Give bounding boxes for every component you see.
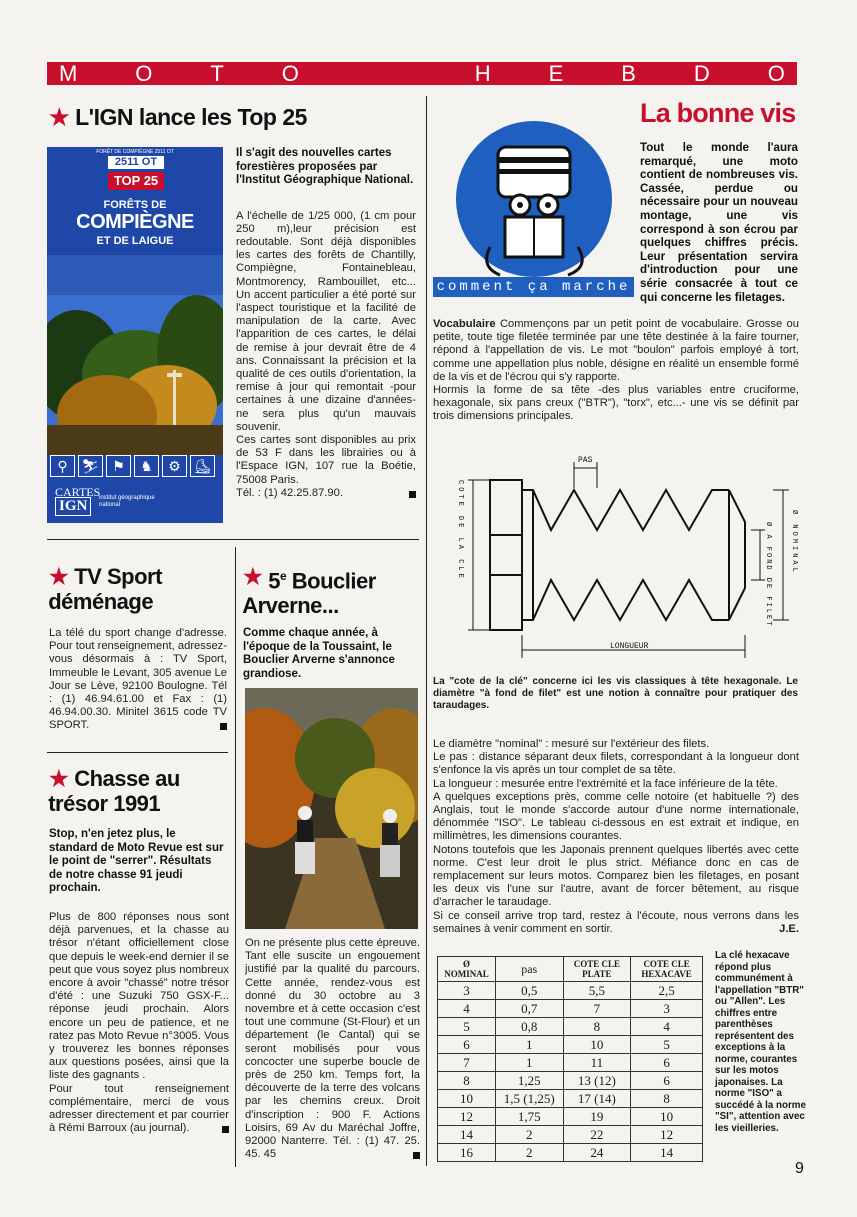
table-cell: 0,7 [495,1000,563,1018]
article-title-treasure [49,766,180,816]
table-cell: 1,25 [495,1072,563,1090]
vocab-section [433,318,799,424]
table-cell: 10 [563,1036,631,1054]
vis-body [433,738,799,936]
skier-icon: ⛸ [190,455,215,477]
body-paragraph: A l'échelle de 1/25 000, (1 cm pour 250 m),leur précision est redoutable. Sont déjà disponibles les cartes des forêts de Chantilly, Compiègne, Fontainebleau, Montmorency, Rambouillet, etc... Un accent particulier a été porté sur l'aspect touristique et la facilité de manipulation de la carte. Avec l'apparition de ces cartes, le délai de remise à jour devrait être de 4 ans. Connaissant la précision et la qualité de ces outils d'orientation, la remise à jour qui remontait -pour certaines à une dizaine d'années- ne sera plus qu'un mauvais souvenir. [236,209,416,433]
article-title-bouclier [243,564,376,618]
title-line: trésor 1991 [48,791,161,816]
bouclier-lead: Comme chaque année, à l'époque de la Toussaint, le Bouclier Arverne s'annonce grandiose. [243,627,395,680]
column-divider [235,547,236,1167]
section-divider [47,752,228,753]
vocab-label: Vocabulaire [433,318,496,330]
table-row [438,1144,703,1162]
banner-letter: O [767,61,785,86]
title-line: déménage [48,589,154,614]
title-text: L'IGN lance les Top 25 [75,104,307,130]
cote-label: COTE DE LA CLE [456,480,464,581]
table-cell: 10 [631,1108,703,1126]
banner-letter: M [59,61,78,86]
vocab-text: Commençons par un petit point de vocabulaire. Grosse ou petite, toute tige filetée terminée par une tête destinée à la faire tourner, répond à l'appellation de vis. Le mot "boulon" parfois employé à tort, comme une appellation plus noble, désigne en réalité un ensemble formé de la vis et de l'écrou qui s'y rapporte. [433,318,799,383]
table-cell: 6 [631,1072,703,1090]
table-cell: 4 [631,1018,703,1036]
body-paragraph: Plus de 800 réponses nous sont déjà parvenues, et la chasse au trésor n'étant officiellement close que depuis le week-end dernier il se peut que vous soyez plus nombreux encore à avoir "chassé" notre trésor d'été : une Suzuki 750 GSX-F... réponse jeudi prochain. Alors encore un peu de patience, et ne ratez pas Moto Revue n°3005. Vous y trouverez les bonnes réponses aux questions posées, ainsi que la liste des gagnants . [49,911,229,1082]
table-cell: 3 [631,1000,703,1018]
table-cell: 8 [438,1072,496,1090]
body-text: La télé du sport change d'adresse. Pour tout renseignement, adressez-vous désormais à : TV Sport, Immeuble le Levant, 305 avenue Le Jour se Lève, 92100 Boulogne. Tél : (1) 46.94.61.00 et Fax : (1) 46.94.00.30. Minitel 3615 code TV SPORT. [49,627,227,732]
column-divider [426,96,427,1166]
table-cell: 6 [438,1036,496,1054]
treasure-body [49,911,229,1135]
banner-letter: B [621,61,636,86]
section-banner [47,62,797,85]
table-cell: 14 [438,1126,496,1144]
article-title-ign [49,104,307,131]
ign-logo: IGN [55,497,91,516]
banner-letter: E [548,61,564,86]
diagram-caption: La "cote de la clé" concerne ici les vis classiques à tête hexagonale. Le diamètre "à fond de filet" est une notion à connaître pour pratiquer des taraudages. [433,676,798,711]
body-text: On ne présente plus cette épreuve. Tant elle suscite un engouement justifié par la qualité du parcours. Cette année, rendez-vous est donné du 30 octobre au 3 novembre et à cette occasion c'est tout une commune (St-Flour) et un département (le Cantal) qui se seront mobilisés pour vous concocter une superbe boucle de près de 250 km. Temps fort, la découverte de la terre des volcans par les chemins creux. Droit d'inscription : 900 F. Actions Loisirs, 69 Av du Maréchal Joffre, 92000 Nanterre. Tél. : (1) 47. 25. 45. 45 [245,937,420,1161]
table-header-row [438,957,703,982]
table-cell: 19 [563,1108,631,1126]
phone-line [236,487,416,500]
table-cell: 1 [495,1036,563,1054]
tv-body [49,627,227,733]
section-divider [47,539,419,540]
body-paragraph [433,910,799,936]
vocab-paragraph [433,318,799,384]
lead-paragraph: Il s'agit des nouvelles cartes forestières proposées par l'Institut Géographique National. [236,147,414,186]
body-text: Pour tout renseignement complémentaire, merci de vous adresser directement et par courrier à Rémi Barroux (au journal). [49,1082,229,1135]
table-cell: 2,5 [631,982,703,1000]
table-cell: 10 [438,1090,496,1108]
body-paragraph: Ces cartes sont disponibles au prix de 53 F dans les librairies ou à l'Espace IGN, 107 rue la Boétie, 75008 Paris. [236,433,416,486]
ign-map-cover [47,147,223,523]
table-cell: 13 (12) [563,1072,631,1090]
article-title-vis: La bonne vis [640,98,796,128]
table-cell: 12 [631,1126,703,1144]
body-paragraph: Notons toutefois que les Japonais prennent quelques libertés avec cette norme. C'est leur droit le plus strict. Méfiance donc en cas de remplacement sur leurs motos. Comparez bien les filetages, en posant les deux vis l'une sur l'autre, avant de forcer bêtement, au risque d'arracher le taraudage. [433,843,799,909]
table-cell: 11 [563,1054,631,1072]
card-forest-name: COMPIÈGNE [76,211,194,233]
table-cell: 3 [438,982,496,1000]
star-icon: ★ [49,766,69,791]
fond-label: Ø A FOND DE FILET [764,522,772,628]
body-paragraph: A quelques exceptions près, comme celle notoire (et habituelle ?) des Anglais, tout le monde s'accorde autour d'une norme internationale, dénommée "ISO". Le tableau ci-dessous en est extrait et indique, en millimètres, les dimensions courantes. [433,790,799,843]
card-badge: TOP 25 [108,172,164,190]
end-mark [222,1126,229,1133]
title-sup: e [279,569,287,583]
climber-icon: ⚑ [106,455,131,477]
table-cell: 22 [563,1126,631,1144]
title-line: TV Sport [74,564,162,589]
cyclist-icon: ⚙ [162,455,187,477]
table-cell: 8 [563,1018,631,1036]
body-text: Si ce conseil arrive trop tard, restez à l'écoute, nous verrons dans les semaines à venir comment en sortir. [433,909,799,935]
table-row [438,1108,703,1126]
table-row [438,1072,703,1090]
table-cell: 4 [438,1000,496,1018]
mascot-illustration [450,117,620,287]
end-mark [220,723,227,730]
card-series: FORÊT DE COMPIÈGNE 2511 OT [96,149,174,155]
banner-letter: O [135,61,153,86]
table-cell: 5,5 [563,982,631,1000]
title-line: Chasse au [74,766,180,791]
table-cell: 1 [495,1054,563,1072]
table-cell: 1,5 (1,25) [495,1090,563,1108]
screw-diagram [433,450,803,670]
treasure-lead: Stop, n'en jetez plus, le standard de Moto Revue est sur le point de "serrer". Résultats de notre chasse 91 jeudi prochain. [49,828,224,894]
table-cell: 5 [438,1018,496,1036]
table-side-note: La clé hexacave répond plus communément à l'appellation "BTR" ou "Allen". Les chiffres entre parenthèses représentent des exceptions à la norme, courantes sur les motos japonaises. La norme "ISO" a succédé à la norme "SI", attention avec les vieilleries. [715,950,806,1134]
card-forest-label: FORÊTS DE [103,199,167,211]
star-icon: ★ [49,104,70,130]
table-row [438,1018,703,1036]
table-row [438,1126,703,1144]
page-number: 9 [795,1160,804,1177]
card-code: 2511 OT [108,156,164,169]
forest-illustration [47,255,223,455]
pas-label: PAS [578,456,593,465]
vocab-paragraph: Hormis la forme de sa tête -des plus variables entre cruciforme, hexagonale, six pans creux ("BTR"), "torx", etc...- une vis se définit par trois dimensions principales. [433,384,799,423]
nominal-label: Ø NOMINAL [790,510,798,575]
table-cell: 1,75 [495,1108,563,1126]
table-row [438,1000,703,1018]
hiker-icon: ⚲ [50,455,75,477]
banner-letter: H [474,61,491,86]
card-brand-sub: institut géographique national [99,495,155,508]
banner-letter: D [693,61,710,86]
table-cell: 16 [438,1144,496,1162]
table-row [438,1036,703,1054]
title-line: 5e Bouclier [268,568,376,594]
table-cell: 0,5 [495,982,563,1000]
enduro-photo [245,688,418,929]
table-cell: 2 [495,1126,563,1144]
comment-ca-marche-badge: comment ça marche [433,277,634,297]
table-cell: 5 [631,1036,703,1054]
card-brand: CARTES [55,485,101,499]
table-row [438,1054,703,1072]
table-cell: 14 [631,1144,703,1162]
skier-icon: ⛷ [78,455,103,477]
vis-lead: Tout le monde l'aura remarqué, une moto contient de nombreuses vis. Cassée, perdue ou nécessaire pour un nouveau montage, une vis correspond à son écrou par quelques chiffres précis. Leur présentation servira d'introduction pour une série consacrée à tout ce qui concerne les filetages. [640,141,798,304]
ign-article-text [236,147,416,500]
column-header: pas [495,957,563,982]
star-icon: ★ [243,564,263,589]
table-cell: 12 [438,1108,496,1126]
table-cell: 17 (14) [563,1090,631,1108]
table-row [438,982,703,1000]
table-cell: 24 [563,1144,631,1162]
star-icon: ★ [49,564,69,589]
activity-icon-row [50,455,220,479]
card-forest-sub: ET DE LAIGUE [96,235,174,247]
table-cell: 8 [631,1090,703,1108]
column-header: COTE CLE HEXACAVE [631,957,703,982]
signature: J.E. [779,922,799,935]
column-header: COTE CLE PLATE [563,957,631,982]
banner-letter: O [281,61,299,86]
iso-dimensions-table [437,956,703,1162]
longueur-label: LONGUEUR [610,642,649,651]
table-cell: 7 [438,1054,496,1072]
body-paragraph [49,1083,229,1136]
end-mark [409,491,416,498]
title-line: Arverne... [242,593,339,619]
body-paragraph: Le pas : distance séparant deux filets, correspondant à la longueur dont s'enfonce la vis après un tour complet de sa tête. [433,751,799,777]
article-title-tv [49,564,162,614]
table-cell: 2 [495,1144,563,1162]
body-paragraph: La longueur : mesurée entre l'extrémité et la face inférieure de la tête. [433,777,778,790]
table-cell: 6 [631,1054,703,1072]
table-row [438,1090,703,1108]
bouclier-body [245,937,420,1161]
end-mark [413,1152,420,1159]
column-header: Ø NOMINAL [438,957,496,982]
table-cell: 0,8 [495,1018,563,1036]
rider-icon: ♞ [134,455,159,477]
body-paragraph: Le diamètre "nominal" : mesuré sur l'extérieur des filets. [433,738,710,750]
table-cell: 7 [563,1000,631,1018]
banner-letter: T [210,61,224,86]
phone-text: Tél. : (1) 42.25.87.90. [236,486,343,499]
